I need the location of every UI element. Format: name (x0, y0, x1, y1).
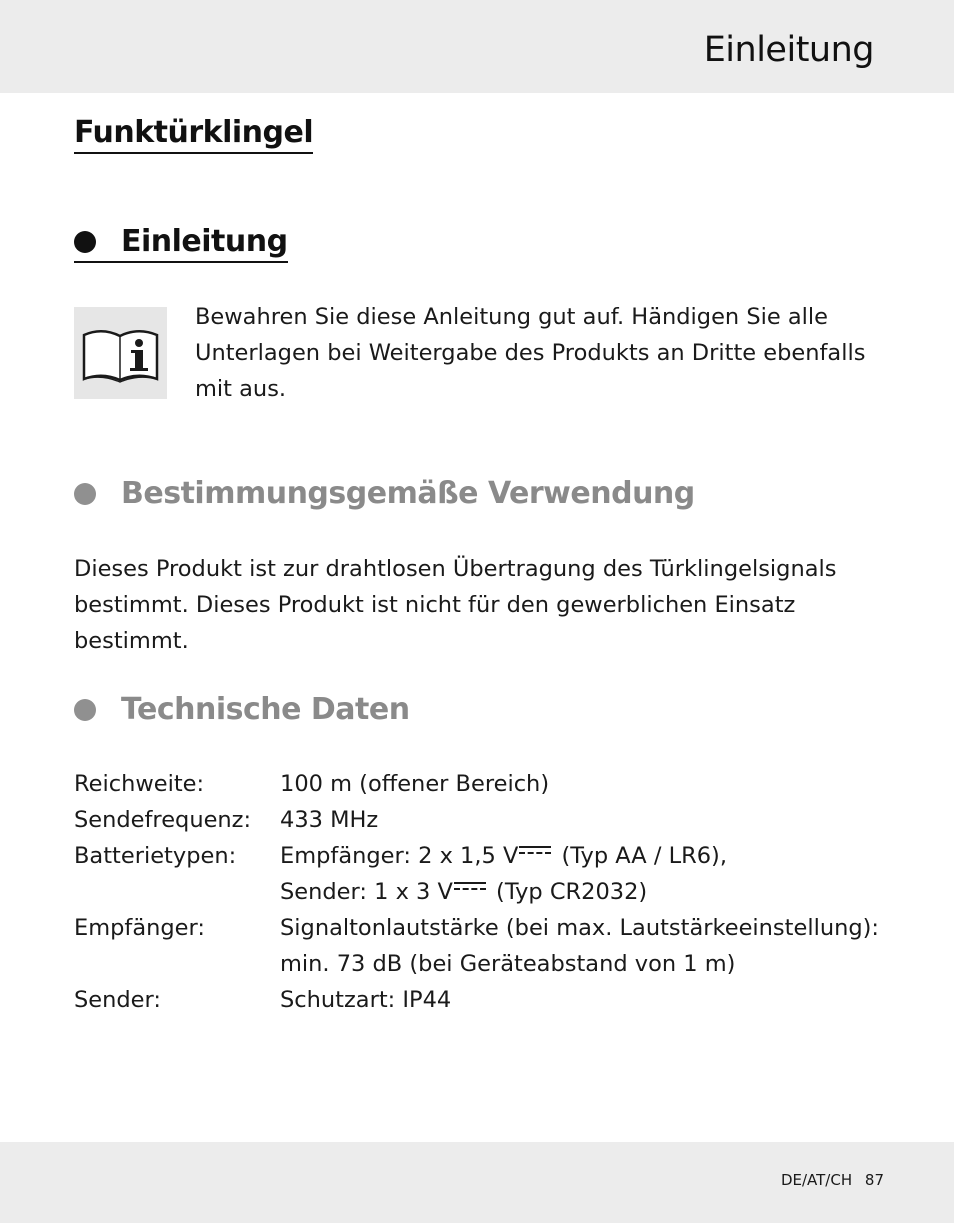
spec-label: Reichweite: (74, 771, 205, 797)
section-heading-usage (74, 476, 695, 511)
spec-value (280, 838, 727, 910)
spec-row-range (74, 766, 879, 802)
spec-value-line: 433 MHz (280, 807, 379, 833)
bullet-icon (74, 231, 96, 253)
spec-row-sender (74, 982, 879, 1018)
section-title: Einleitung (121, 224, 288, 259)
footer (781, 1171, 884, 1189)
bullet-icon (74, 483, 96, 505)
direct-current-icon (519, 846, 551, 858)
spec-value-line: Schutzart: IP44 (280, 987, 452, 1013)
spec-text: (Typ AA / LR6), (554, 843, 727, 869)
page-number: 87 (864, 1171, 884, 1189)
footer-region: DE/AT/CH (780, 1171, 853, 1189)
intro-paragraph: Bewahren Sie diese Anleitung gut auf. Händigen Sie alle Unterlagen bei Weitergabe des Produkts an Dritte ebenfalls mit aus. (195, 304, 866, 402)
spec-value (280, 802, 378, 838)
spec-label: Sendefrequenz: (74, 807, 252, 833)
spec-row-receiver (74, 910, 879, 982)
section-heading-intro (74, 224, 288, 263)
spec-row-batteries (74, 838, 879, 910)
spec-value-line: min. 73 dB (bei Geräteabstand von 1 m) (280, 951, 736, 977)
spec-text: Empfänger: 2 x 1,5 V (280, 843, 519, 869)
spec-text: Sender: 1 x 3 V (280, 879, 453, 905)
spec-label: Batterietypen: (74, 843, 237, 869)
document-title: Funktürklingel (74, 115, 313, 154)
specs-table (74, 766, 879, 1018)
section-heading-specs (74, 692, 410, 727)
spec-value-line: Signaltonlautstärke (bei max. Lautstärkeeinstellung): (280, 915, 879, 941)
spec-label: Sender: (74, 987, 161, 1013)
usage-paragraph: Dieses Produkt ist zur drahtlosen Übertragung des Türklingelsignals bestimmt. Dieses Produkt ist nicht für den gewerblichen Einsatz bestimmt. (74, 556, 837, 654)
spec-value (280, 982, 451, 1018)
spec-label: Empfänger: (74, 915, 205, 941)
spec-value-line: 100 m (offener Bereich) (280, 771, 550, 797)
direct-current-icon (454, 882, 486, 894)
section-title: Bestimmungsgemäße Verwendung (121, 476, 695, 511)
spec-value-line (280, 874, 727, 910)
header-title: Einleitung (703, 30, 874, 70)
info-book-icon (74, 307, 167, 399)
spec-value-line (280, 838, 727, 874)
bullet-icon (74, 699, 96, 721)
spec-value (280, 766, 549, 802)
spec-text: (Typ CR2032) (488, 879, 648, 905)
spec-value (280, 910, 879, 982)
section-title: Technische Daten (121, 692, 410, 727)
spec-row-frequency (74, 802, 879, 838)
